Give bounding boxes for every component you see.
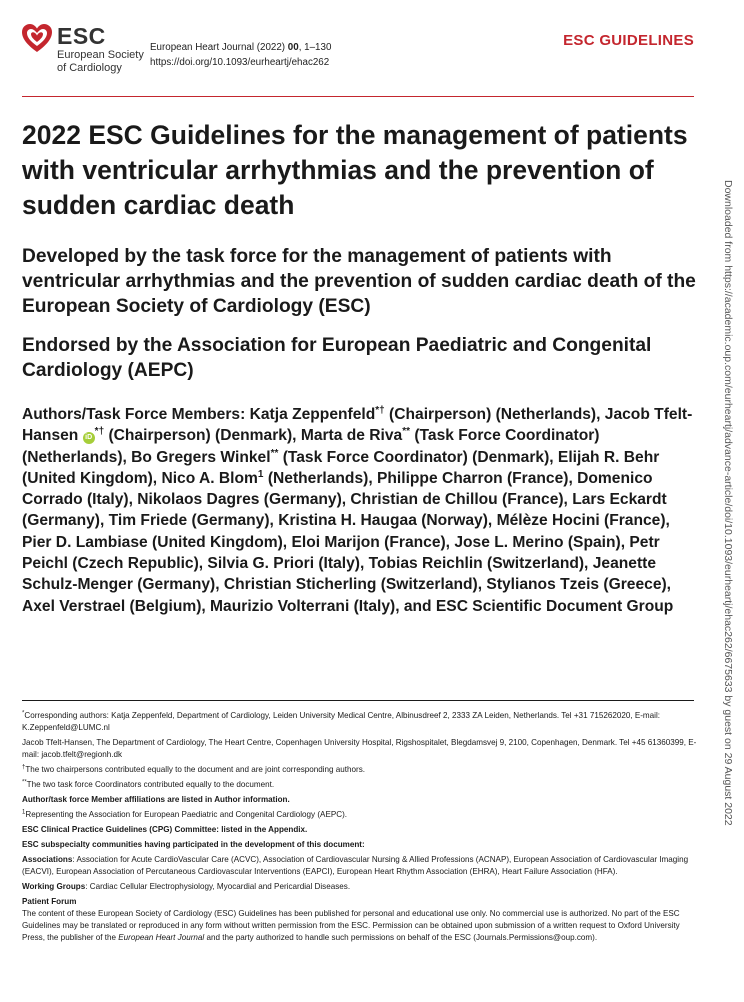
author-mark: *† — [94, 426, 105, 438]
footnote-text: The content of these European Society of Cardiology (ESC) Guidelines has been published for personal and educational use only. No commercial use is authorized. No part of the ESC Guidelines may be translated or reproduced in any form without written permission from the ESC. Permission can be obtained upon submission of a written request to Oxford University Press, the publisher of the — [22, 909, 680, 942]
orcid-icon[interactable]: iD — [83, 432, 95, 444]
footnote-text: : Cardiac Cellular Electrophysiology, Myocardial and Pericardial Diseases. — [85, 882, 351, 891]
footnote-subspecialty: ESC subspecialty communities having participated in the development of this document: — [22, 840, 365, 849]
footnote-cpg: ESC Clinical Practice Guidelines (CPG) Committee: listed in the Appendix. — [22, 825, 308, 834]
footnote-disclaimer — [22, 908, 698, 944]
journal-line — [150, 40, 331, 55]
author-role: (Task Force Coordinator) (Netherlands), — [22, 427, 600, 466]
author-name: Jacob Tfelt-Hansen — [22, 406, 693, 445]
footnote-corresponding-2: Jacob Tfelt-Hansen, The Department of Cardiology, The Heart Centre, Copenhagen University Hospital, Rigshospitalet, Blegdamsvej 9, 2100, Copenhagen, Denmark. Tel +45 61360399, E-mail: jacob.tfelt@regionh.dk — [22, 738, 697, 759]
esc-guidelines-badge: ESC GUIDELINES — [563, 32, 694, 49]
author-list — [22, 404, 702, 617]
footnote-working-groups — [22, 881, 698, 893]
document-subtitle: Developed by the task force for the management of patients with ventricular arrhythmias and the prevention of sudden cardiac death of the European Society of Cardiology (ESC) — [22, 246, 696, 317]
author-name: Marta de Riva — [300, 427, 403, 445]
footnote-patient-forum: Patient Forum — [22, 897, 77, 906]
footnote-divider — [22, 700, 694, 701]
footnote-mark: * — [22, 710, 25, 717]
journal-volume: 00 — [287, 42, 299, 53]
author-name: Bo Gregers Winkel — [131, 448, 271, 466]
author-mark: 1 — [257, 468, 264, 480]
footnote-mark: ** — [22, 779, 27, 786]
header-divider — [22, 96, 694, 97]
author-role: (Chairperson) (Netherlands), — [384, 406, 605, 423]
footnote-text: and the party authorized to handle such permissions on behalf of the ESC (Journals.Permissions@oup.com). — [204, 933, 598, 942]
endorsement: Endorsed by the Association for European Paediatric and Congenital Cardiology (AEPC) — [22, 335, 652, 381]
author-name: Katja Zeppenfeld — [249, 406, 376, 423]
logo-subline-2: of Cardiology — [57, 62, 122, 74]
doi-link[interactable]: https://doi.org/10.1093/eurheartj/ehac262 — [150, 57, 330, 68]
logo-subline — [57, 49, 144, 75]
footnote-mark: † — [22, 764, 26, 771]
logo-wordmark: ESC — [57, 23, 106, 49]
heart-logo-icon — [20, 22, 54, 56]
document-title: 2022 ESC Guidelines for the management of patients with ventricular arrhythmias and the prevention of sudden cardiac death — [22, 120, 688, 220]
footnote-associations — [22, 854, 698, 878]
footnote-text: The two task force Coordinators contributed equally to the document. — [26, 780, 275, 789]
author-mark: ** — [402, 426, 411, 438]
footnote-label: Working Groups — [22, 882, 86, 891]
footnote-corresponding-1 — [22, 710, 698, 734]
footnote-text: Representing the Association for European Paediatric and Congenital Cardiology (AEPC). — [25, 810, 348, 819]
footnotes — [22, 710, 698, 947]
footnote-label: Associations — [22, 855, 73, 864]
author-mark: ** — [270, 447, 279, 459]
download-watermark: Downloaded from https://academic.oup.com/eurheartj/advance-article/doi/10.1093/eurheartj/ehac262/6675633 by guest on 29 August 2022 — [722, 180, 734, 826]
journal-title-italic: European Heart Journal — [118, 933, 205, 942]
footnote-representing — [22, 809, 698, 821]
esc-logo — [20, 22, 155, 78]
author-role: (Task Force Coordinator) (Denmark), Elijah R. Behr (United Kingdom), — [22, 448, 660, 487]
footnote-chairpersons — [22, 764, 698, 776]
authors-rest: (Netherlands), Philippe Charron (France), Domenico Corrado (Italy), Nikolaos Dagres (Germany), Christian de Chillou (France), Lars Eckardt (Germany), Tim Friede (Germany), Kristina H. Haugaa (Norway), Mélèze Hocini (France), Pier D. Lambiase (United Kingdom), Eloi Marijon (France), Jose L. Merino (Spain), Petr Peichl (Czech Republic), Silvia G. Priori (Italy), Tobias Reichlin (Switzerland), Jeanette Schulz-Menger (Germany), Christian Sticherling (Switzerland), Stylianos Tzeis (Greece), Axel Verstrael (Belgium), Maurizio Volterrani (Italy), and ESC Scientific Document Group — [22, 469, 674, 615]
author-role: (Chairperson) (Denmark), — [104, 427, 301, 445]
footnote-text: The two chairpersons contributed equally to the document and are joint corresponding authors. — [25, 765, 366, 774]
footnote-text: : Association for Acute CardioVascular Care (ACVC), Association of Cardiovascular Nursing & Allied Professions (ACNAP), European Association of Cardiovascular Imaging (EACVI), European Association of Percutaneous Cardiovascular Interventions (EAPCI), European Heart Rhythm Association (EHRA), Heart Failure Association (HFA). — [22, 855, 689, 876]
footnote-affiliations: Author/task force Member affiliations are listed in Author information. — [22, 795, 290, 804]
footnote-text: Corresponding authors: Katja Zeppenfeld, Department of Cardiology, Leiden University Medical Centre, Albinusdreef 2, 2333 ZA Leiden, Netherlands. Tel +31 715262020, E-mail: K.Zeppenfeld@LUMC.nl — [22, 711, 661, 732]
author-name: Nico A. Blom — [161, 469, 258, 487]
logo-subline-1: European Society — [57, 49, 144, 61]
journal-name: European Heart Journal (2022) — [150, 42, 286, 53]
journal-pages: , 1–130 — [298, 42, 332, 53]
footnote-coordinators — [22, 779, 698, 791]
journal-citation — [150, 40, 331, 70]
footnote-mark: 1 — [22, 809, 26, 816]
authors-prefix: Authors/Task Force Members: — [22, 406, 250, 423]
author-mark: *† — [375, 404, 385, 416]
